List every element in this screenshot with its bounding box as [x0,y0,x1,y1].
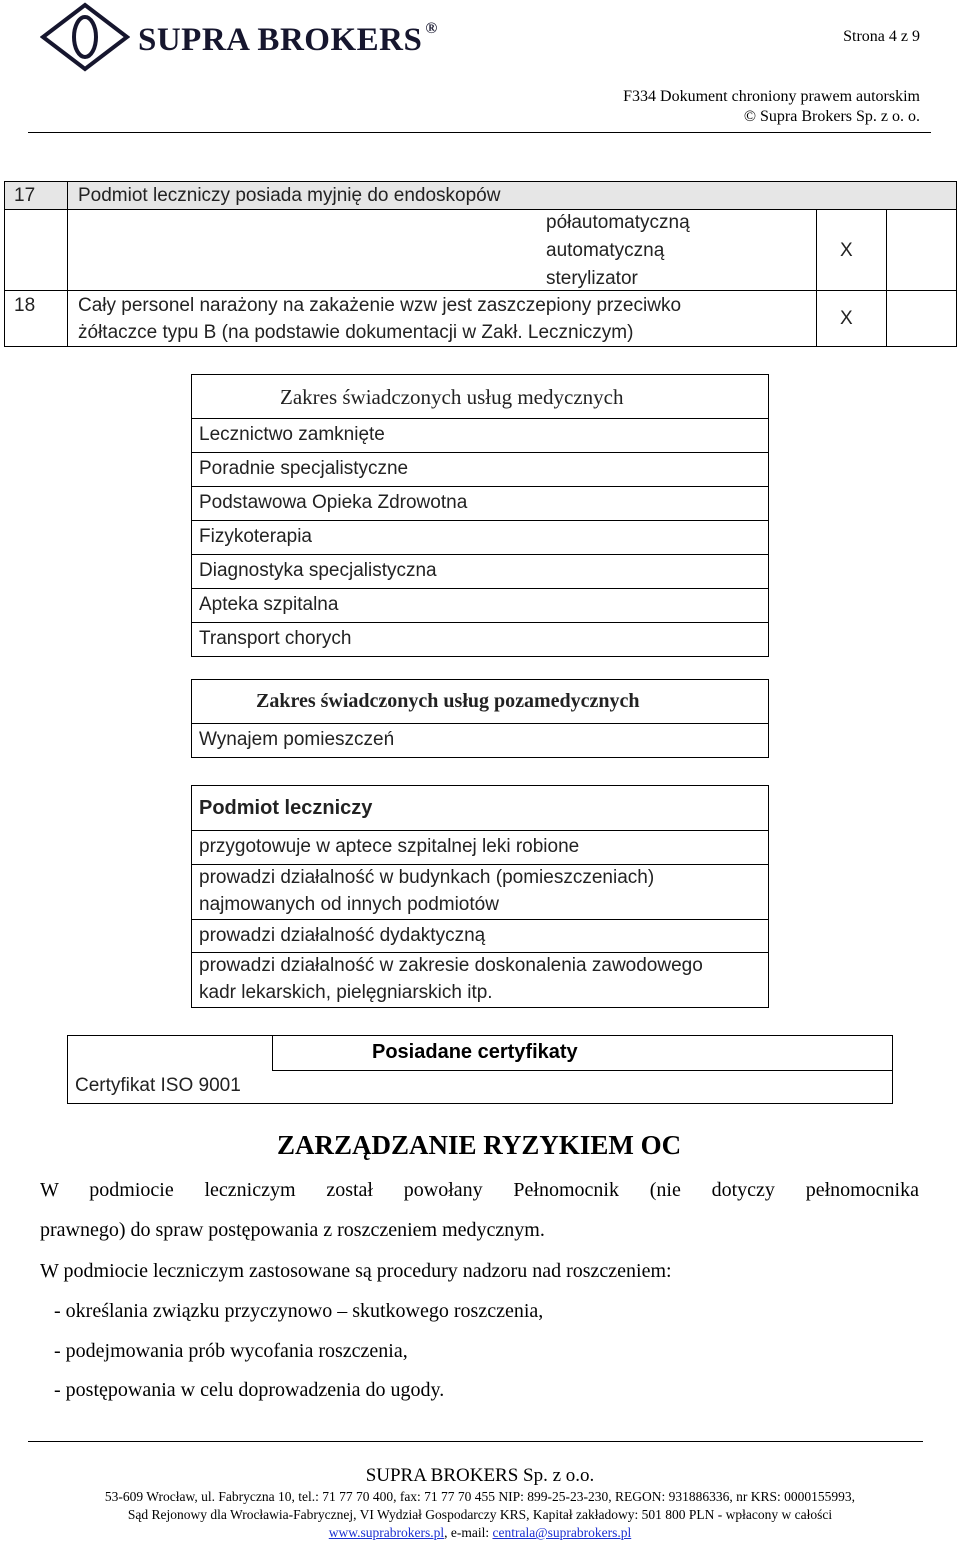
email-link[interactable]: centrala@suprabrokers.pl [492,1525,632,1540]
brand-name: SUPRA BROKERS ® [138,20,438,58]
certificates-title: Posiadane certyfikaty [372,1041,578,1063]
options-text-cell [67,209,817,291]
footer-address: 53-609 Wrocław, ul. Fabryczna 10, tel.: 71 77 70 400, fax: 71 77 70 455 NIP: 899-25-23-230, REGON: 931886336, nr KRS: 0000155993, [104,1489,856,1504]
registered-mark: ® [425,20,438,37]
service-label: Fizykoterapia [199,526,312,547]
entity-item: prowadzi działalność w budynkach (pomieszczeniach) [199,867,655,888]
certificate-item: Certyfikat ISO 9001 [75,1075,241,1096]
row-17-text: Podmiot leczniczy posiada myjnię do endoskopów [78,185,501,206]
option-automatic: automatyczną [546,240,665,261]
row-18-empty-cell [886,290,957,347]
service-label: Poradnie specjalistyczne [199,458,409,479]
risk-bullet: - określania związku przyczynowo – skutkowego roszczenia, [54,1300,544,1322]
medical-services-title: Zakres świadczonych usług medycznych [280,385,624,409]
entity-item: prowadzi działalność dydaktyczną [199,925,486,946]
header-divider [28,132,931,133]
footer-court: Sąd Rejonowy dla Wrocławia-Fabrycznej, VI Wydział Gospodarczy KRS, Kapitał zakładowy: 501 800 PLN - wpłacony w całości [127,1507,833,1522]
footer-contact [0,1525,960,1541]
options-empty-cell [886,209,957,291]
risk-heading: ZARZĄDZANIE RYZYKIEM OC [277,1130,682,1160]
service-label: Apteka szpitalna [199,594,339,615]
entity-item: najmowanych od innych podmiotów [199,894,499,915]
copyright-notice: © Supra Brokers Sp. z o. o. [743,108,920,125]
risk-paragraph-1-line1: W podmiocie leczniczym został powołany Pełnomocnik (nie dotyczy pełnomocnika [40,1179,919,1201]
non-medical-services-title: Zakres świadczonych usług pozamedycznych [256,690,640,712]
website-link[interactable]: www.suprabrokers.pl [328,1525,445,1540]
entity-item: przygotowuje w aptece szpitalnej leki robione [199,836,580,857]
service-label: Podstawowa Opieka Zdrowotna [199,492,468,513]
page-number: Strona 4 z 9 [843,28,920,45]
row-18-text-line1: Cały personel narażony na zakażenie wzw jest zaszczepiony przeciwko [78,295,682,316]
option-semi-automatic: półautomatyczną [546,212,690,233]
entity-title: Podmiot leczniczy [199,797,373,819]
non-medical-label: Wynajem pomieszczeń [199,729,395,750]
row-17-number: 17 [14,185,36,206]
email-label: , e-mail: [444,1525,493,1540]
row-18-text-line2: żółtaczce typu B (na podstawie dokumentacji w Zakł. Leczniczym) [78,322,634,343]
document-id: F334 Dokument chroniony prawem autorskim [623,88,920,105]
service-label: Diagnostyka specjalistyczna [199,560,437,581]
certificates-header-cell [272,1035,893,1071]
option-automatic-mark: X [840,240,853,261]
service-label: Lecznictwo zamknięte [199,424,385,445]
risk-paragraph-2: W podmiocie leczniczym zastosowane są procedury nadzoru nad roszczeniem: [40,1260,672,1282]
risk-paragraph-1-line2: prawnego) do spraw postępowania z roszczeniem medycznym. [40,1219,545,1241]
option-sterilizer: sterylizator [546,268,638,289]
row-18-mark: X [840,308,853,329]
options-number-cell [4,209,68,291]
risk-bullet: - podejmowania prób wycofania roszczenia, [54,1340,408,1362]
service-label: Transport chorych [199,628,352,649]
entity-item: prowadzi działalność w zakresie doskonalenia zawodowego [199,955,703,976]
row-18-number: 18 [14,295,36,316]
footer-company: SUPRA BROKERS Sp. z o.o. [365,1465,595,1486]
company-logo [40,2,130,72]
entity-item: kadr lekarskich, pielęgniarskich itp. [199,982,493,1003]
footer-divider [28,1441,923,1442]
risk-bullet: - postępowania w celu doprowadzenia do ugody. [54,1379,445,1401]
